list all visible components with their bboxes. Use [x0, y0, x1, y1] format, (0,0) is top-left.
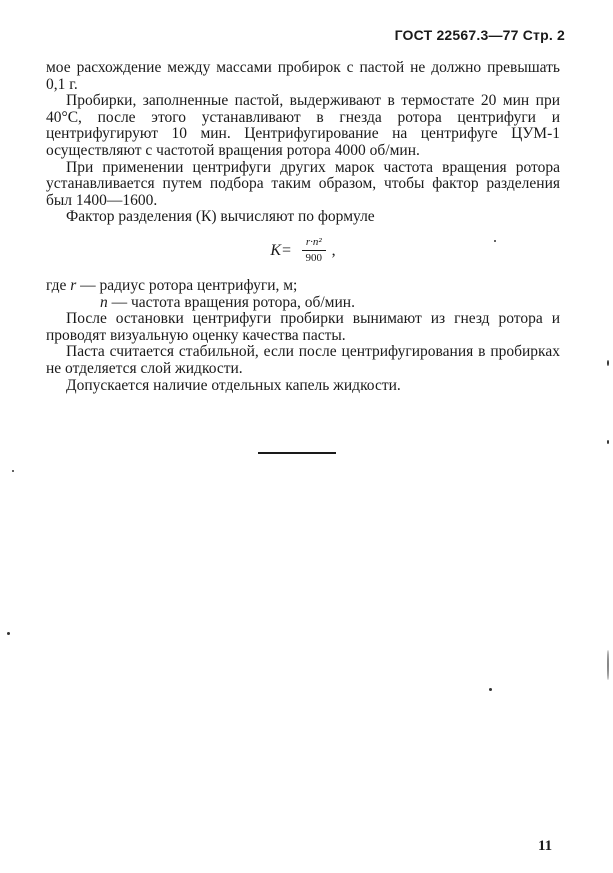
section-end-rule [258, 452, 336, 454]
paragraph-incubation: Пробирки, заполненные пастой, выдерживают в термостате 20 мин при 40°С, после этого устанавливают в гнезда ротора центрифуги и центрифугируют 10 мин. Центрифугирование на центрифуге ЦУМ-1 осуществляют с частотой вращения ротора 4000 об/мин. [46, 92, 560, 159]
formula-numerator: r·n² [302, 236, 326, 251]
scan-speck [489, 688, 492, 691]
definition-n-text: — частота вращения ротора, об/мин. [107, 293, 355, 311]
paragraph-continuation: мое расхождение между массами пробирок с пастой не должно превышать 0,1 г. [46, 59, 560, 93]
definition-r-text: — радиус ротора центрифуги, м; [76, 276, 298, 294]
definition-r [46, 278, 560, 295]
symbol-n: n [100, 293, 108, 311]
scan-speck [12, 470, 14, 472]
paragraph-formula-intro: Фактор разделения (К) вычисляют по формуле [66, 208, 375, 226]
scan-speck [7, 632, 10, 635]
page-header: ГОСТ 22567.3—77 Стр. 2 [394, 27, 565, 43]
paragraph-stability: Паста считается стабильной, если после центрифугирования в пробирках не отделяется слой жидкости. [46, 343, 560, 377]
formula-suffix: , [331, 241, 336, 259]
scan-speck [607, 360, 609, 366]
definition-n [46, 295, 560, 312]
paragraph-after-stop: После остановки центрифуги пробирки вынимают из гнезд ротора и проводят визуальную оценку качества пасты. [46, 310, 560, 344]
document-body [46, 60, 560, 394]
scan-speck [607, 650, 609, 680]
paragraph-other-centrifuges: При применении центрифуги других марок частота вращения ротора устанавливается путем подбора таким образом, чтобы фактор разделения был 1400—1600. [46, 158, 560, 209]
where-word: где [46, 276, 67, 294]
symbol-r: r [70, 276, 77, 294]
formula-fraction [302, 236, 326, 265]
scan-speck [494, 240, 496, 242]
scan-speck [607, 440, 609, 444]
formula-denominator: 900 [305, 252, 322, 265]
separation-factor-formula [46, 234, 560, 268]
paragraph-droplets: Допускается наличие отдельных капель жидкости. [66, 376, 401, 394]
page-number: 11 [538, 838, 553, 854]
formula-lhs: K= [270, 241, 292, 259]
